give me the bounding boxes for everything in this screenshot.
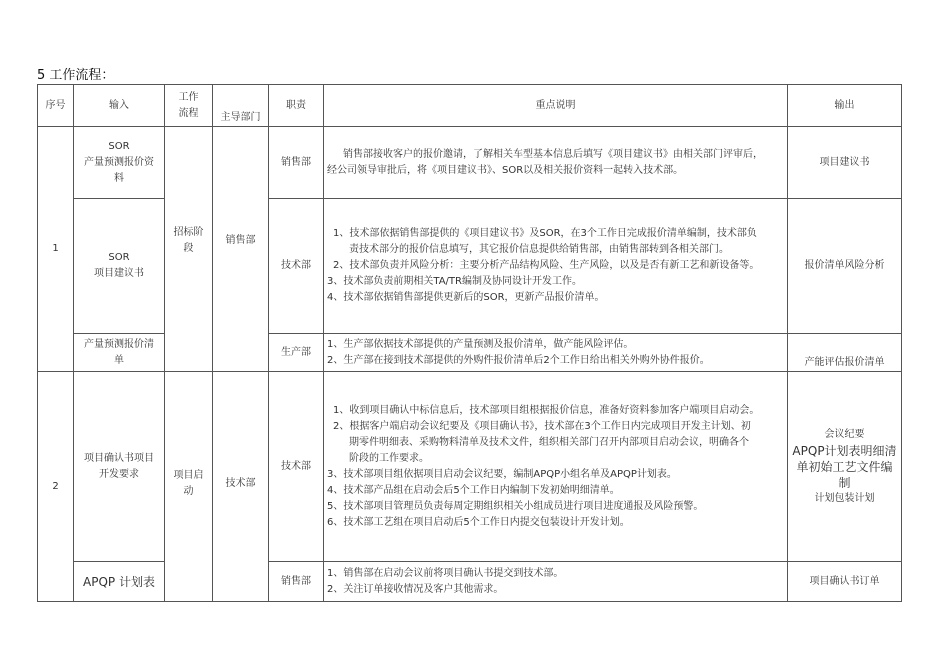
header-dept: 主导部门 [213,85,269,127]
description-line: 6、技术部工艺组在项目启动后5个工作日内提交包装设计开发计划。 [327,516,630,528]
flow-stage-cell: 项目启 动 [165,372,213,602]
header-duty: 职责 [269,85,324,127]
duty-cell: 销售部 [269,562,324,602]
description-line: 阶段的工作要求。 [349,452,429,464]
stage-seq: 2 [38,372,74,602]
header-input: 输入 [74,85,165,127]
workflow-table [37,84,902,602]
description-line: 3、技术部负责前期相关TA/TR编制及协同设计开发工作。 [327,276,582,287]
description-cell [324,334,788,372]
duty-cell: 技术部 [269,372,324,562]
lead-dept-cell: 技术部 [213,372,269,602]
duty-cell: 技术部 [269,199,324,334]
duty-cell: 生产部 [269,334,324,372]
output-cell: 项目建议书 [788,127,902,199]
description-line: 销售部接收客户的报价邀请，了解相关车型基本信息后填写《项目建议书》由相关部门评审后， [343,148,763,160]
description-line: 2、生产部在接到技术部提供的外购件报价清单后2个工作日给出相关外购外协件报价。 [327,354,710,366]
description-line: 5、技术部项目管理员负责每周定期组织相关小组成员进行项目进度通报及风险预警。 [327,500,704,512]
description-cell [324,562,788,602]
stage-seq: 1 [38,127,74,372]
description-line: 3、技术部项目组依据项目启动会议纪要，编制APQP小组名单及APQP计划表。 [327,468,677,480]
flow-stage-cell: 招标阶 段 [165,127,213,372]
output-line: 会议纪要 [824,428,865,440]
duty-cell: 销售部 [269,127,324,199]
input-cell: SOR 项目建议书 [74,199,165,334]
input-cell: SOR 产量预测报价资 料 [74,127,165,199]
section-heading: 5 工作流程： [37,68,115,83]
output-cell: 报价清单风险分析 [788,199,902,334]
description-cell [324,199,788,334]
output-cell [788,372,902,562]
output-cell: 产能评估报价清单 [788,334,902,372]
description-line: 1、技术部依据销售部提供的《项目建议书》及SOR，在3个工作日完成报价清单编制，技术部负 [333,228,757,239]
description-line: 1、收到项目确认中标信息后，技术部项目组根据报价信息，准备好资料参加客户端项目启动会。 [333,404,760,416]
header-desc: 重点说明 [324,85,788,127]
description-line: 1、销售部在启动会议前将项目确认书提交到技术部。 [327,567,564,579]
description-line: 2、根据客户端启动会议纪要及《项目确认书》，技术部在3个工作日内完成项目开发主计划、初 [333,420,751,432]
output-line: 计划包装计划 [814,492,875,504]
header-row [38,85,902,127]
table-row [38,372,902,562]
header-flow: 工作 流程 [165,85,213,127]
description-line: 4、技术部产品组在启动会后5个工作日内编制下发初始明细清单。 [327,484,620,496]
input-cell: 项目确认书项目 开发要求 [74,372,165,562]
table-row [38,127,902,199]
description-line: 2、技术部负责并风险分析：主要分析产品结构风险、生产风险，以及是否有新工艺和新设备等。 [333,260,760,271]
description-line: 责技术部分的报价信息填写，其它报价信息提供给销售部，由销售部转到各相关部门。 [349,244,729,255]
output-cell: 项目确认书订单 [788,562,902,602]
input-cell: 产量预测报价清 单 [74,334,165,372]
lead-dept-cell: 销售部 [213,127,269,372]
header-seq: 序号 [38,85,74,127]
output-line: 单初始工艺文件编制 [796,459,893,490]
input-cell: APQP 计划表 [74,562,165,602]
description-cell [324,127,788,199]
description-line: 经公司领导审批后，将《项目建议书》、SOR以及相关报价资料一起转入技术部。 [327,164,684,176]
output-line: APQP计划表明细清 [792,443,897,458]
description-line: 2、关注订单接收情况及客户其他需求。 [327,583,504,595]
description-cell [324,372,788,562]
description-line: 4、技术部依据销售部提供更新后的SOR，更新产品报价清单。 [327,292,605,303]
description-line: 期零件明细表、采购物料清单及技术文件，组织相关部门召开内部项目启动会议，明确各个 [349,436,749,448]
description-line: 1、生产部依据技术部提供的产量预测及报价清单，做产能风险评估。 [327,338,634,350]
header-output: 输出 [788,85,902,127]
